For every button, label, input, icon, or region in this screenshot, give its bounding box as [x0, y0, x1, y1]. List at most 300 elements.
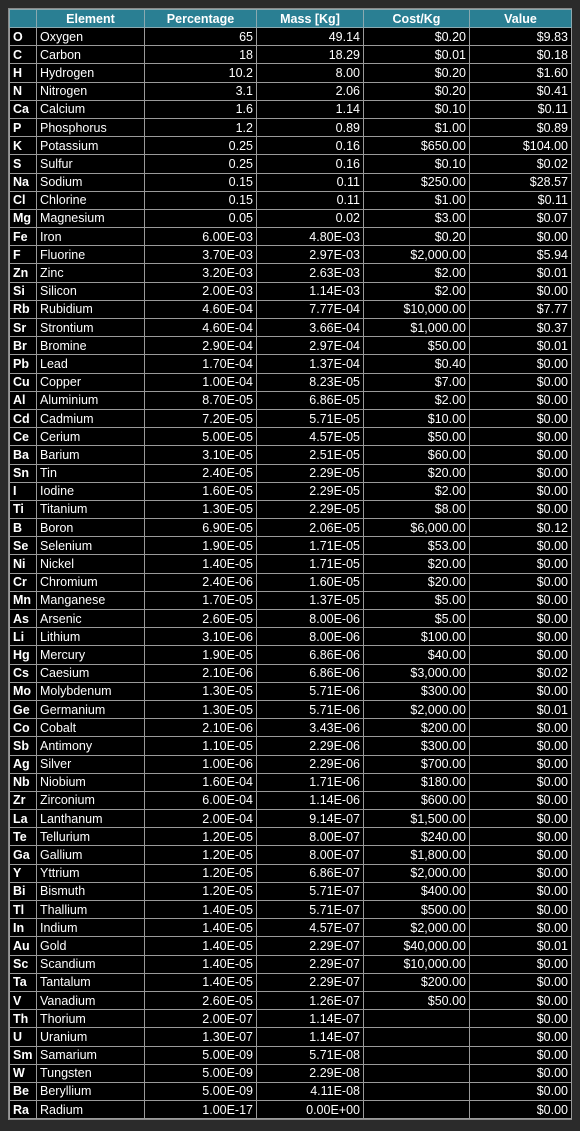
value-cell: $0.00 [470, 737, 572, 755]
cost-per-kg-cell: $250.00 [364, 173, 470, 191]
percentage-cell: 2.40E-06 [145, 573, 257, 591]
mass-cell: 2.06 [257, 82, 364, 100]
percentage-cell: 1.40E-05 [145, 973, 257, 991]
symbol-cell: Al [10, 391, 37, 409]
value-cell: $0.01 [470, 337, 572, 355]
symbol-cell: P [10, 118, 37, 136]
table-row [10, 773, 572, 791]
table-row [10, 555, 572, 573]
symbol-cell: Mn [10, 591, 37, 609]
element-name-cell: Boron [37, 519, 145, 537]
element-name-cell: Lanthanum [37, 810, 145, 828]
mass-cell: 1.37E-05 [257, 591, 364, 609]
table-row [10, 700, 572, 718]
mass-cell: 0.16 [257, 155, 364, 173]
cost-per-kg-cell: $2,000.00 [364, 246, 470, 264]
cost-per-kg-cell: $20.00 [364, 555, 470, 573]
symbol-cell: W [10, 1064, 37, 1082]
percentage-cell: 1.30E-05 [145, 682, 257, 700]
value-cell: $0.89 [470, 118, 572, 136]
table-row [10, 1064, 572, 1082]
symbol-cell: Co [10, 719, 37, 737]
table-row [10, 337, 572, 355]
element-name-cell: Magnesium [37, 209, 145, 227]
value-cell: $0.00 [470, 1064, 572, 1082]
cost-per-kg-cell: $2.00 [364, 264, 470, 282]
cost-per-kg-cell: $240.00 [364, 828, 470, 846]
element-name-cell: Strontium [37, 319, 145, 337]
mass-cell: 1.71E-05 [257, 555, 364, 573]
symbol-cell: Mg [10, 209, 37, 227]
percentage-cell: 6.90E-05 [145, 519, 257, 537]
mass-cell: 0.11 [257, 173, 364, 191]
value-cell: $0.00 [470, 628, 572, 646]
element-name-cell: Phosphorus [37, 118, 145, 136]
mass-cell: 5.71E-08 [257, 1046, 364, 1064]
cost-per-kg-cell [364, 1010, 470, 1028]
cost-per-kg-cell: $5.00 [364, 591, 470, 609]
table-row [10, 28, 572, 46]
element-name-cell: Aluminium [37, 391, 145, 409]
element-name-cell: Nitrogen [37, 82, 145, 100]
header-mass: Mass [Kg] [257, 10, 364, 28]
table-row [10, 246, 572, 264]
table-row [10, 264, 572, 282]
cost-per-kg-cell: $2,000.00 [364, 864, 470, 882]
percentage-cell: 10.2 [145, 64, 257, 82]
symbol-cell: Sn [10, 464, 37, 482]
symbol-cell: Ta [10, 973, 37, 991]
value-cell: $0.00 [470, 500, 572, 518]
element-name-cell: Iron [37, 228, 145, 246]
mass-cell: 0.89 [257, 118, 364, 136]
cost-per-kg-cell: $40,000.00 [364, 937, 470, 955]
element-name-cell: Chlorine [37, 191, 145, 209]
value-cell: $0.00 [470, 573, 572, 591]
table-row [10, 664, 572, 682]
mass-cell: 1.37E-04 [257, 355, 364, 373]
element-name-cell: Thallium [37, 901, 145, 919]
symbol-cell: Mo [10, 682, 37, 700]
table-row [10, 973, 572, 991]
element-name-cell: Titanium [37, 500, 145, 518]
cost-per-kg-cell: $7.00 [364, 373, 470, 391]
value-cell: $0.01 [470, 700, 572, 718]
percentage-cell: 1.00E-04 [145, 373, 257, 391]
cost-per-kg-cell: $10,000.00 [364, 300, 470, 318]
percentage-cell: 1.00E-17 [145, 1101, 257, 1119]
table-row [10, 228, 572, 246]
cost-per-kg-cell: $2,000.00 [364, 700, 470, 718]
percentage-cell: 5.00E-05 [145, 428, 257, 446]
value-cell: $0.01 [470, 264, 572, 282]
element-name-cell: Zirconium [37, 791, 145, 809]
cost-per-kg-cell: $500.00 [364, 901, 470, 919]
cost-per-kg-cell: $0.10 [364, 155, 470, 173]
element-name-cell: Radium [37, 1101, 145, 1119]
value-cell: $0.00 [470, 901, 572, 919]
mass-cell: 0.00E+00 [257, 1101, 364, 1119]
cost-per-kg-cell: $50.00 [364, 337, 470, 355]
mass-cell: 2.29E-05 [257, 500, 364, 518]
symbol-cell: Si [10, 282, 37, 300]
element-name-cell: Hydrogen [37, 64, 145, 82]
element-name-cell: Carbon [37, 46, 145, 64]
mass-cell: 5.71E-06 [257, 700, 364, 718]
table-row [10, 610, 572, 628]
value-cell: $0.00 [470, 1046, 572, 1064]
mass-cell: 2.29E-07 [257, 973, 364, 991]
mass-cell: 6.86E-06 [257, 646, 364, 664]
value-cell: $0.00 [470, 846, 572, 864]
value-cell: $0.00 [470, 719, 572, 737]
table-row [10, 191, 572, 209]
table-row [10, 64, 572, 82]
mass-cell: 2.29E-05 [257, 464, 364, 482]
mass-cell: 1.71E-05 [257, 537, 364, 555]
cost-per-kg-cell: $300.00 [364, 682, 470, 700]
header-row [10, 10, 572, 28]
value-cell: $0.41 [470, 82, 572, 100]
percentage-cell: 1.30E-05 [145, 500, 257, 518]
cost-per-kg-cell: $1,800.00 [364, 846, 470, 864]
percentage-cell: 2.60E-05 [145, 610, 257, 628]
mass-cell: 0.11 [257, 191, 364, 209]
value-cell: $0.00 [470, 228, 572, 246]
percentage-cell: 1.6 [145, 100, 257, 118]
element-name-cell: Cerium [37, 428, 145, 446]
element-name-cell: Barium [37, 446, 145, 464]
table-row [10, 319, 572, 337]
value-cell: $0.01 [470, 937, 572, 955]
percentage-cell: 2.00E-04 [145, 810, 257, 828]
symbol-cell: Cd [10, 409, 37, 427]
symbol-cell: Zr [10, 791, 37, 809]
percentage-cell: 4.60E-04 [145, 319, 257, 337]
cost-per-kg-cell: $0.20 [364, 82, 470, 100]
symbol-cell: Cl [10, 191, 37, 209]
cost-per-kg-cell: $300.00 [364, 737, 470, 755]
cost-per-kg-cell: $2.00 [364, 282, 470, 300]
percentage-cell: 1.40E-05 [145, 955, 257, 973]
table-row [10, 46, 572, 64]
percentage-cell: 3.70E-03 [145, 246, 257, 264]
symbol-cell: Li [10, 628, 37, 646]
symbol-cell: Th [10, 1010, 37, 1028]
mass-cell: 3.66E-04 [257, 319, 364, 337]
element-name-cell: Vanadium [37, 991, 145, 1009]
value-cell: $28.57 [470, 173, 572, 191]
cost-per-kg-cell: $200.00 [364, 973, 470, 991]
element-name-cell: Beryllium [37, 1082, 145, 1100]
mass-cell: 2.63E-03 [257, 264, 364, 282]
element-name-cell: Iodine [37, 482, 145, 500]
percentage-cell: 0.05 [145, 209, 257, 227]
percentage-cell: 3.20E-03 [145, 264, 257, 282]
mass-cell: 8.00E-07 [257, 846, 364, 864]
percentage-cell: 1.30E-07 [145, 1028, 257, 1046]
value-cell: $0.00 [470, 646, 572, 664]
percentage-cell: 0.15 [145, 191, 257, 209]
cost-per-kg-cell: $180.00 [364, 773, 470, 791]
percentage-cell: 1.60E-04 [145, 773, 257, 791]
value-cell: $0.00 [470, 555, 572, 573]
symbol-cell: S [10, 155, 37, 173]
element-name-cell: Lead [37, 355, 145, 373]
percentage-cell: 2.10E-06 [145, 664, 257, 682]
percentage-cell: 7.20E-05 [145, 409, 257, 427]
element-value-table-frame [8, 8, 572, 1120]
element-name-cell: Caesium [37, 664, 145, 682]
symbol-cell: Ca [10, 100, 37, 118]
element-name-cell: Potassium [37, 137, 145, 155]
value-cell: $0.00 [470, 409, 572, 427]
cost-per-kg-cell: $53.00 [364, 537, 470, 555]
percentage-cell: 0.15 [145, 173, 257, 191]
value-cell: $0.00 [470, 919, 572, 937]
mass-cell: 4.57E-05 [257, 428, 364, 446]
percentage-cell: 1.40E-05 [145, 919, 257, 937]
table-row [10, 391, 572, 409]
value-cell: $0.07 [470, 209, 572, 227]
cost-per-kg-cell: $0.20 [364, 64, 470, 82]
mass-cell: 5.71E-06 [257, 682, 364, 700]
symbol-cell: I [10, 482, 37, 500]
symbol-cell: Be [10, 1082, 37, 1100]
symbol-cell: C [10, 46, 37, 64]
percentage-cell: 6.00E-04 [145, 791, 257, 809]
element-name-cell: Copper [37, 373, 145, 391]
table-row [10, 755, 572, 773]
cost-per-kg-cell: $650.00 [364, 137, 470, 155]
percentage-cell: 3.10E-05 [145, 446, 257, 464]
percentage-cell: 1.20E-05 [145, 864, 257, 882]
percentage-cell: 4.60E-04 [145, 300, 257, 318]
symbol-cell: Cs [10, 664, 37, 682]
percentage-cell: 1.60E-05 [145, 482, 257, 500]
mass-cell: 1.14 [257, 100, 364, 118]
table-row [10, 300, 572, 318]
cost-per-kg-cell: $2.00 [364, 391, 470, 409]
mass-cell: 4.11E-08 [257, 1082, 364, 1100]
table-row [10, 646, 572, 664]
value-cell: $7.77 [470, 300, 572, 318]
mass-cell: 2.29E-06 [257, 755, 364, 773]
table-row [10, 828, 572, 846]
value-cell: $0.00 [470, 973, 572, 991]
mass-cell: 6.86E-06 [257, 664, 364, 682]
table-row [10, 1010, 572, 1028]
cost-per-kg-cell [364, 1064, 470, 1082]
table-row [10, 155, 572, 173]
table-row [10, 937, 572, 955]
percentage-cell: 1.20E-05 [145, 846, 257, 864]
cost-per-kg-cell: $2.00 [364, 482, 470, 500]
symbol-cell: Fe [10, 228, 37, 246]
mass-cell: 8.00E-07 [257, 828, 364, 846]
table-row [10, 1082, 572, 1100]
value-cell: $0.11 [470, 100, 572, 118]
value-cell: $0.00 [470, 755, 572, 773]
mass-cell: 2.29E-05 [257, 482, 364, 500]
mass-cell: 2.29E-06 [257, 737, 364, 755]
percentage-cell: 2.60E-05 [145, 991, 257, 1009]
symbol-cell: Bi [10, 882, 37, 900]
percentage-cell: 0.25 [145, 155, 257, 173]
cost-per-kg-cell: $100.00 [364, 628, 470, 646]
header-symbol [10, 10, 37, 28]
value-cell: $0.00 [470, 482, 572, 500]
element-name-cell: Uranium [37, 1028, 145, 1046]
element-name-cell: Mercury [37, 646, 145, 664]
symbol-cell: Sb [10, 737, 37, 755]
percentage-cell: 1.30E-05 [145, 700, 257, 718]
mass-cell: 1.71E-06 [257, 773, 364, 791]
mass-cell: 0.16 [257, 137, 364, 155]
percentage-cell: 18 [145, 46, 257, 64]
table-row [10, 282, 572, 300]
table-row [10, 82, 572, 100]
value-cell: $0.00 [470, 955, 572, 973]
table-row [10, 955, 572, 973]
element-name-cell: Tantalum [37, 973, 145, 991]
element-name-cell: Calcium [37, 100, 145, 118]
symbol-cell: N [10, 82, 37, 100]
cost-per-kg-cell [364, 1046, 470, 1064]
percentage-cell: 1.40E-05 [145, 937, 257, 955]
element-name-cell: Bismuth [37, 882, 145, 900]
mass-cell: 8.00E-06 [257, 628, 364, 646]
symbol-cell: Ba [10, 446, 37, 464]
header-element: Element [37, 10, 145, 28]
header-value: Value [470, 10, 572, 28]
symbol-cell: Sr [10, 319, 37, 337]
value-cell: $0.00 [470, 591, 572, 609]
value-cell: $0.00 [470, 1010, 572, 1028]
table-row [10, 573, 572, 591]
percentage-cell: 65 [145, 28, 257, 46]
symbol-cell: Ni [10, 555, 37, 573]
value-cell: $0.00 [470, 355, 572, 373]
cost-per-kg-cell: $40.00 [364, 646, 470, 664]
symbol-cell: Sm [10, 1046, 37, 1064]
element-name-cell: Bromine [37, 337, 145, 355]
mass-cell: 2.29E-07 [257, 955, 364, 973]
mass-cell: 0.02 [257, 209, 364, 227]
element-name-cell: Lithium [37, 628, 145, 646]
element-name-cell: Silver [37, 755, 145, 773]
element-name-cell: Sulfur [37, 155, 145, 173]
element-name-cell: Zinc [37, 264, 145, 282]
value-cell: $1.60 [470, 64, 572, 82]
element-name-cell: Sodium [37, 173, 145, 191]
percentage-cell: 1.40E-05 [145, 555, 257, 573]
symbol-cell: V [10, 991, 37, 1009]
table-row [10, 464, 572, 482]
element-name-cell: Manganese [37, 591, 145, 609]
cost-per-kg-cell: $1,500.00 [364, 810, 470, 828]
cost-per-kg-cell: $6,000.00 [364, 519, 470, 537]
mass-cell: 4.80E-03 [257, 228, 364, 246]
percentage-cell: 1.20E-05 [145, 882, 257, 900]
symbol-cell: Ga [10, 846, 37, 864]
mass-cell: 4.57E-07 [257, 919, 364, 937]
value-cell: $0.00 [470, 428, 572, 446]
cost-per-kg-cell: $50.00 [364, 428, 470, 446]
value-cell: $104.00 [470, 137, 572, 155]
cost-per-kg-cell: $1.00 [364, 118, 470, 136]
table-row [10, 118, 572, 136]
mass-cell: 2.06E-05 [257, 519, 364, 537]
value-cell: $0.00 [470, 1028, 572, 1046]
element-value-table [9, 9, 572, 1119]
table-row [10, 100, 572, 118]
mass-cell: 1.14E-06 [257, 791, 364, 809]
table-row [10, 591, 572, 609]
symbol-cell: Y [10, 864, 37, 882]
percentage-cell: 5.00E-09 [145, 1046, 257, 1064]
table-row [10, 1028, 572, 1046]
symbol-cell: O [10, 28, 37, 46]
percentage-cell: 5.00E-09 [145, 1082, 257, 1100]
symbol-cell: Ti [10, 500, 37, 518]
percentage-cell: 1.90E-05 [145, 537, 257, 555]
mass-cell: 1.14E-03 [257, 282, 364, 300]
symbol-cell: Cr [10, 573, 37, 591]
percentage-cell: 8.70E-05 [145, 391, 257, 409]
percentage-cell: 3.1 [145, 82, 257, 100]
element-name-cell: Gold [37, 937, 145, 955]
symbol-cell: B [10, 519, 37, 537]
cost-per-kg-cell [364, 1101, 470, 1119]
element-name-cell: Cadmium [37, 409, 145, 427]
symbol-cell: Rb [10, 300, 37, 318]
cost-per-kg-cell: $2,000.00 [364, 919, 470, 937]
element-name-cell: Molybdenum [37, 682, 145, 700]
percentage-cell: 1.70E-04 [145, 355, 257, 373]
mass-cell: 8.00 [257, 64, 364, 82]
cost-per-kg-cell: $20.00 [364, 464, 470, 482]
value-cell: $0.00 [470, 682, 572, 700]
table-row [10, 846, 572, 864]
percentage-cell: 1.20E-05 [145, 828, 257, 846]
mass-cell: 6.86E-07 [257, 864, 364, 882]
element-name-cell: Thorium [37, 1010, 145, 1028]
value-cell: $9.83 [470, 28, 572, 46]
element-name-cell: Oxygen [37, 28, 145, 46]
mass-cell: 2.97E-04 [257, 337, 364, 355]
table-row [10, 682, 572, 700]
table-row [10, 991, 572, 1009]
value-cell: $0.00 [470, 446, 572, 464]
symbol-cell: Sc [10, 955, 37, 973]
percentage-cell: 1.10E-05 [145, 737, 257, 755]
table-row [10, 1046, 572, 1064]
value-cell: $0.00 [470, 464, 572, 482]
symbol-cell: H [10, 64, 37, 82]
table-row [10, 537, 572, 555]
cost-per-kg-cell: $700.00 [364, 755, 470, 773]
cost-per-kg-cell: $50.00 [364, 991, 470, 1009]
cost-per-kg-cell: $0.20 [364, 228, 470, 246]
mass-cell: 9.14E-07 [257, 810, 364, 828]
cost-per-kg-cell: $10.00 [364, 409, 470, 427]
table-body [10, 28, 572, 1119]
element-name-cell: Selenium [37, 537, 145, 555]
table-row [10, 373, 572, 391]
cost-per-kg-cell: $1,000.00 [364, 319, 470, 337]
symbol-cell: F [10, 246, 37, 264]
